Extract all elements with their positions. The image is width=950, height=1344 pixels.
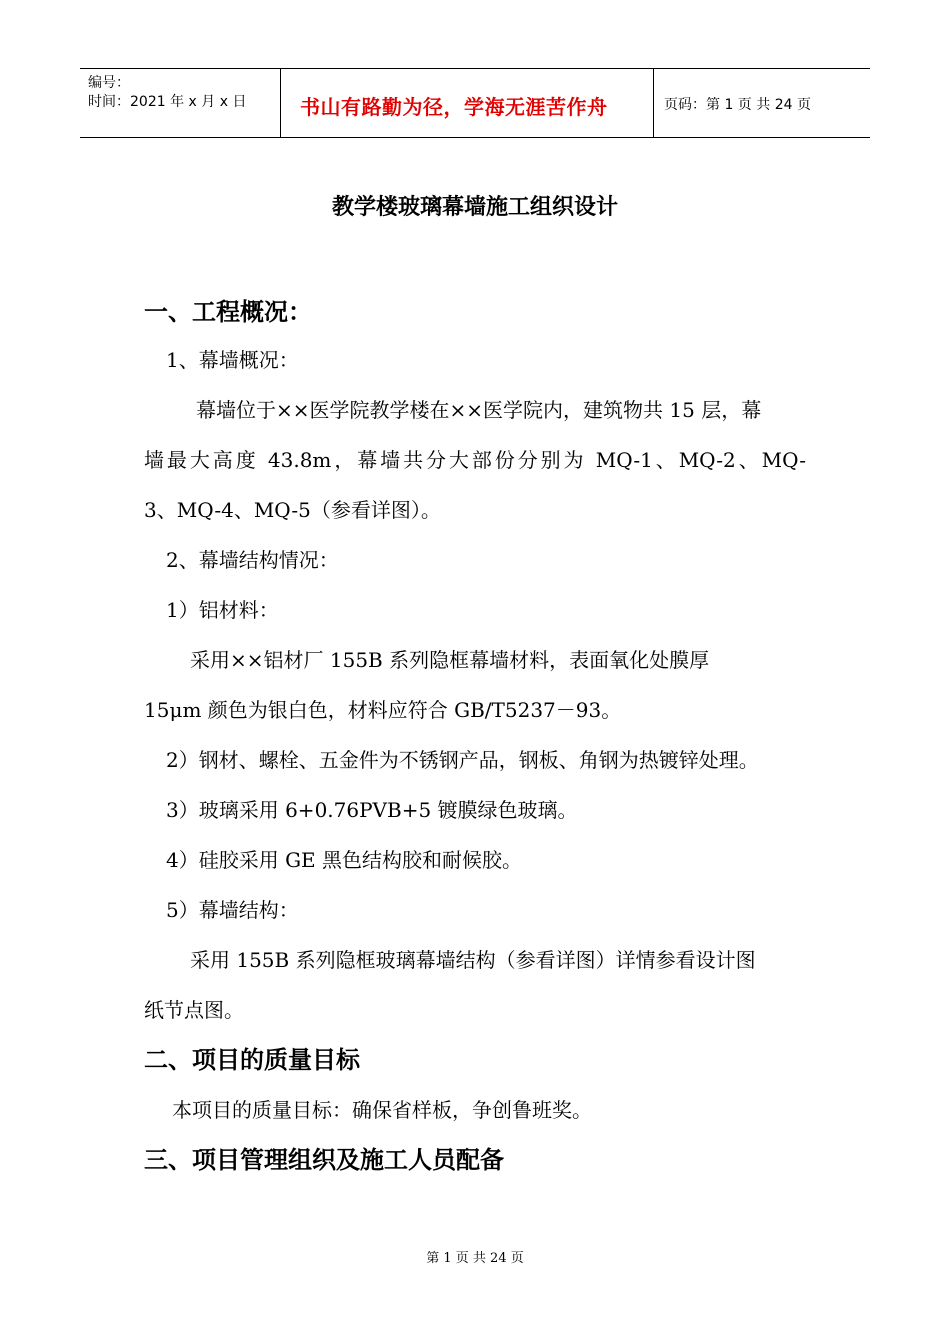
motto: 书山有路勤为径，学海无涯苦作舟	[300, 95, 608, 119]
page-footer: 第 1 页 共 24 页	[426, 1251, 524, 1266]
document-title: 教学楼玻璃幕墙施工组织设计	[331, 195, 618, 220]
subsection-1-1: 1、幕墙概况：	[166, 348, 299, 372]
section-3-heading: 三、项目管理组织及施工人员配备	[144, 1146, 504, 1174]
paragraph-line: 幕墙位于××医学院教学楼在××医学院内，建筑物共 15 层，幕	[196, 398, 762, 422]
paragraph-line: 采用 155B 系列隐框玻璃幕墙结构（参看详图）详情参看设计图	[190, 948, 756, 972]
time-label: 时间：2021 年 x 月 x 日	[88, 94, 247, 110]
header-info-cell	[80, 69, 281, 137]
quality-target: 本项目的质量目标：确保省样板，争创鲁班奖。	[172, 1098, 592, 1122]
item-silicone: 4）硅胶采用 GE 黑色结构胶和耐候胶。	[166, 848, 523, 872]
header-page-cell	[654, 69, 870, 137]
item-steel: 2）钢材、螺栓、五金件为不锈钢产品，钢板、角钢为热镀锌处理。	[166, 748, 759, 772]
item-glass: 3）玻璃采用 6+0.76PVB+5 镀膜绿色玻璃。	[166, 798, 578, 822]
item-aluminum: 1）铝材料：	[166, 598, 279, 622]
section-1-heading: 一、工程概况：	[144, 298, 312, 326]
paragraph-line: 采用××铝材厂 155B 系列隐框幕墙材料，表面氧化处膜厚	[190, 648, 710, 672]
paragraph-line: 纸节点图。	[144, 998, 244, 1022]
paragraph-line: 墙最大高度 43.8m，幕墙共分大部份分别为 MQ-1、MQ-2、MQ-	[144, 448, 806, 472]
header-motto-cell	[281, 69, 654, 137]
section-2-heading: 二、项目的质量目标	[144, 1046, 360, 1074]
item-structure: 5）幕墙结构：	[166, 898, 299, 922]
number-label: 编号：	[88, 75, 130, 91]
header-table	[80, 68, 870, 138]
paragraph-line: 3、MQ-4、MQ-5（参看详图）。	[144, 498, 441, 522]
paragraph-line: 15μm 颜色为银白色，材料应符合 GB/T5237－93。	[144, 698, 622, 722]
subsection-1-2: 2、幕墙结构情况：	[166, 548, 339, 572]
page-info: 页码：第 1 页 共 24 页	[664, 97, 811, 113]
